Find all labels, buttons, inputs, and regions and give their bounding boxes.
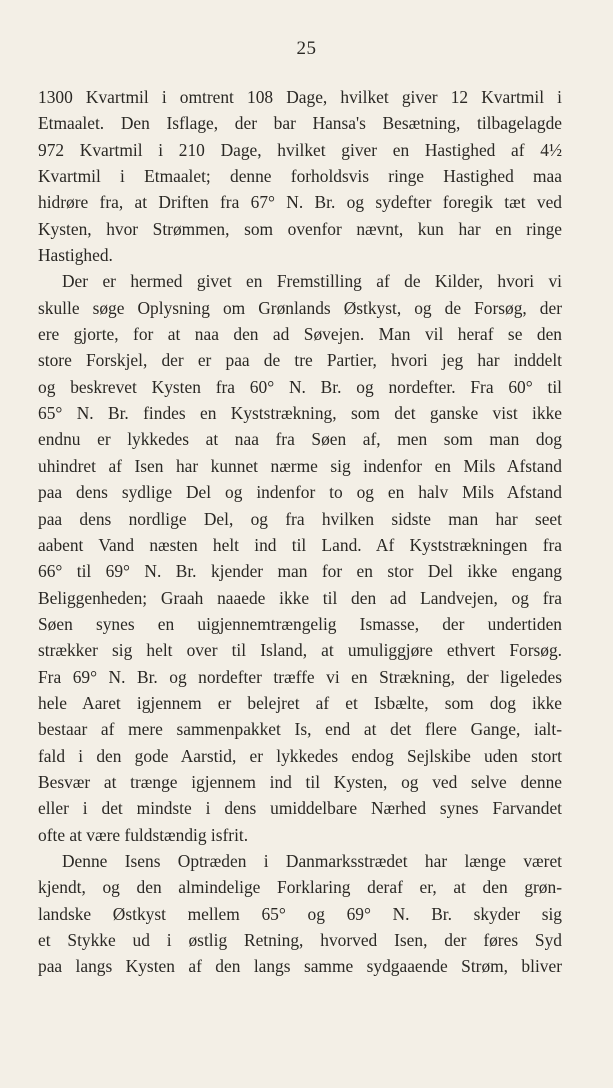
text-line: Der er hermed givet en Fremstilling af de Kilder, hvori vi bbox=[62, 271, 562, 292]
text-line: Beliggenheden; Graah naaede ikke til den ad Landvejen, og fra bbox=[38, 587, 562, 608]
text-line: Fra 69° N. Br. og nordefter træffe vi en Strækning, der ligeledes bbox=[38, 666, 562, 687]
text-line: 65° N. Br. findes en Kyststrækning, som det ganske vist ikke bbox=[38, 403, 562, 424]
text-line: 66° til 69° N. Br. kjender man for en stor Del ikke engang bbox=[38, 561, 562, 582]
text-line: Etmaalet. Den Isflage, der bar Hansa's Besætning, tilbagelagde bbox=[38, 113, 562, 134]
text-line: hidrøre fra, at Driften fra 67° N. Br. og sydefter foregik tæt ved bbox=[38, 192, 562, 213]
text-line: ofte at være fuldstændig isfrit. bbox=[38, 824, 249, 845]
text-line: uhindret af Isen har kunnet nærme sig indenfor en Mils Afstand bbox=[38, 455, 562, 476]
text-line: bestaar af mere sammenpakket Is, end at det flere Gange, ialt- bbox=[38, 719, 562, 740]
page-number: 25 bbox=[296, 38, 317, 59]
body-text bbox=[38, 84, 562, 980]
text-line: store Forskjel, der er paa de tre Partier, hvori jeg har inddelt bbox=[38, 350, 562, 371]
text-line: 1300 Kvartmil i omtrent 108 Dage, hvilket giver 12 Kvartmil i bbox=[38, 87, 562, 107]
text-line: Denne Isens Optræden i Danmarksstrædet har længe været bbox=[62, 850, 562, 871]
text-line: fald i den gode Aarstid, er lykkedes endog Sejlskibe uden stort bbox=[38, 745, 562, 766]
text-line: landske Østkyst mellem 65° og 69° N. Br. skyder sig bbox=[38, 903, 562, 924]
text-line: Søen synes en uigjennemtrængelig Ismasse, der undertiden bbox=[38, 613, 562, 634]
text-line: endnu er lykkedes at naa fra Søen af, men som man dog bbox=[38, 429, 562, 450]
text-line: kjendt, og den almindelige Forklaring deraf er, at den grøn- bbox=[38, 877, 562, 898]
text-line: paa dens sydlige Del og indenfor to og en halv Mils Afstand bbox=[38, 482, 562, 503]
text-line: og beskrevet Kysten fra 60° N. Br. og nordefter. Fra 60° til bbox=[38, 376, 562, 397]
text-line: aabent Vand næsten helt ind til Land. Af Kyststrækningen fra bbox=[38, 534, 562, 555]
text-line: Kvartmil i Etmaalet; denne forholdsvis ringe Hastighed maa bbox=[38, 166, 562, 187]
text-line: ere gjorte, for at naa den ad Søvejen. Man vil heraf se den bbox=[38, 324, 562, 345]
text-line: Besvær at trænge igjennem ind til Kysten, og ved selve denne bbox=[38, 771, 562, 792]
text-line: eller i det mindste i dens umiddelbare Nærhed synes Farvandet bbox=[38, 798, 562, 819]
text-line: hele Aaret igjennem er belejret af et Isbælte, som dog ikke bbox=[38, 692, 562, 713]
text-line: 972 Kvartmil i 210 Dage, hvilket giver en Hastighed af 4½ bbox=[38, 139, 562, 160]
text-line: paa langs Kysten af den langs samme sydgaaende Strøm, bliver bbox=[38, 956, 562, 977]
text-line: strækker sig helt over til Island, at umuliggjøre ethvert Forsøg. bbox=[38, 640, 562, 661]
text-line: et Stykke ud i østlig Retning, hvorved Isen, der føres Syd bbox=[38, 930, 562, 950]
text-line: paa dens nordlige Del, og fra hvilken sidste man har seet bbox=[38, 508, 562, 529]
text-line: Kysten, hvor Strømmen, som ovenfor nævnt, kun har en ringe bbox=[38, 218, 562, 239]
text-line: Hastighed. bbox=[38, 245, 113, 266]
text-line: skulle søge Oplysning om Grønlands Østkyst, og de Forsøg, der bbox=[38, 297, 562, 318]
